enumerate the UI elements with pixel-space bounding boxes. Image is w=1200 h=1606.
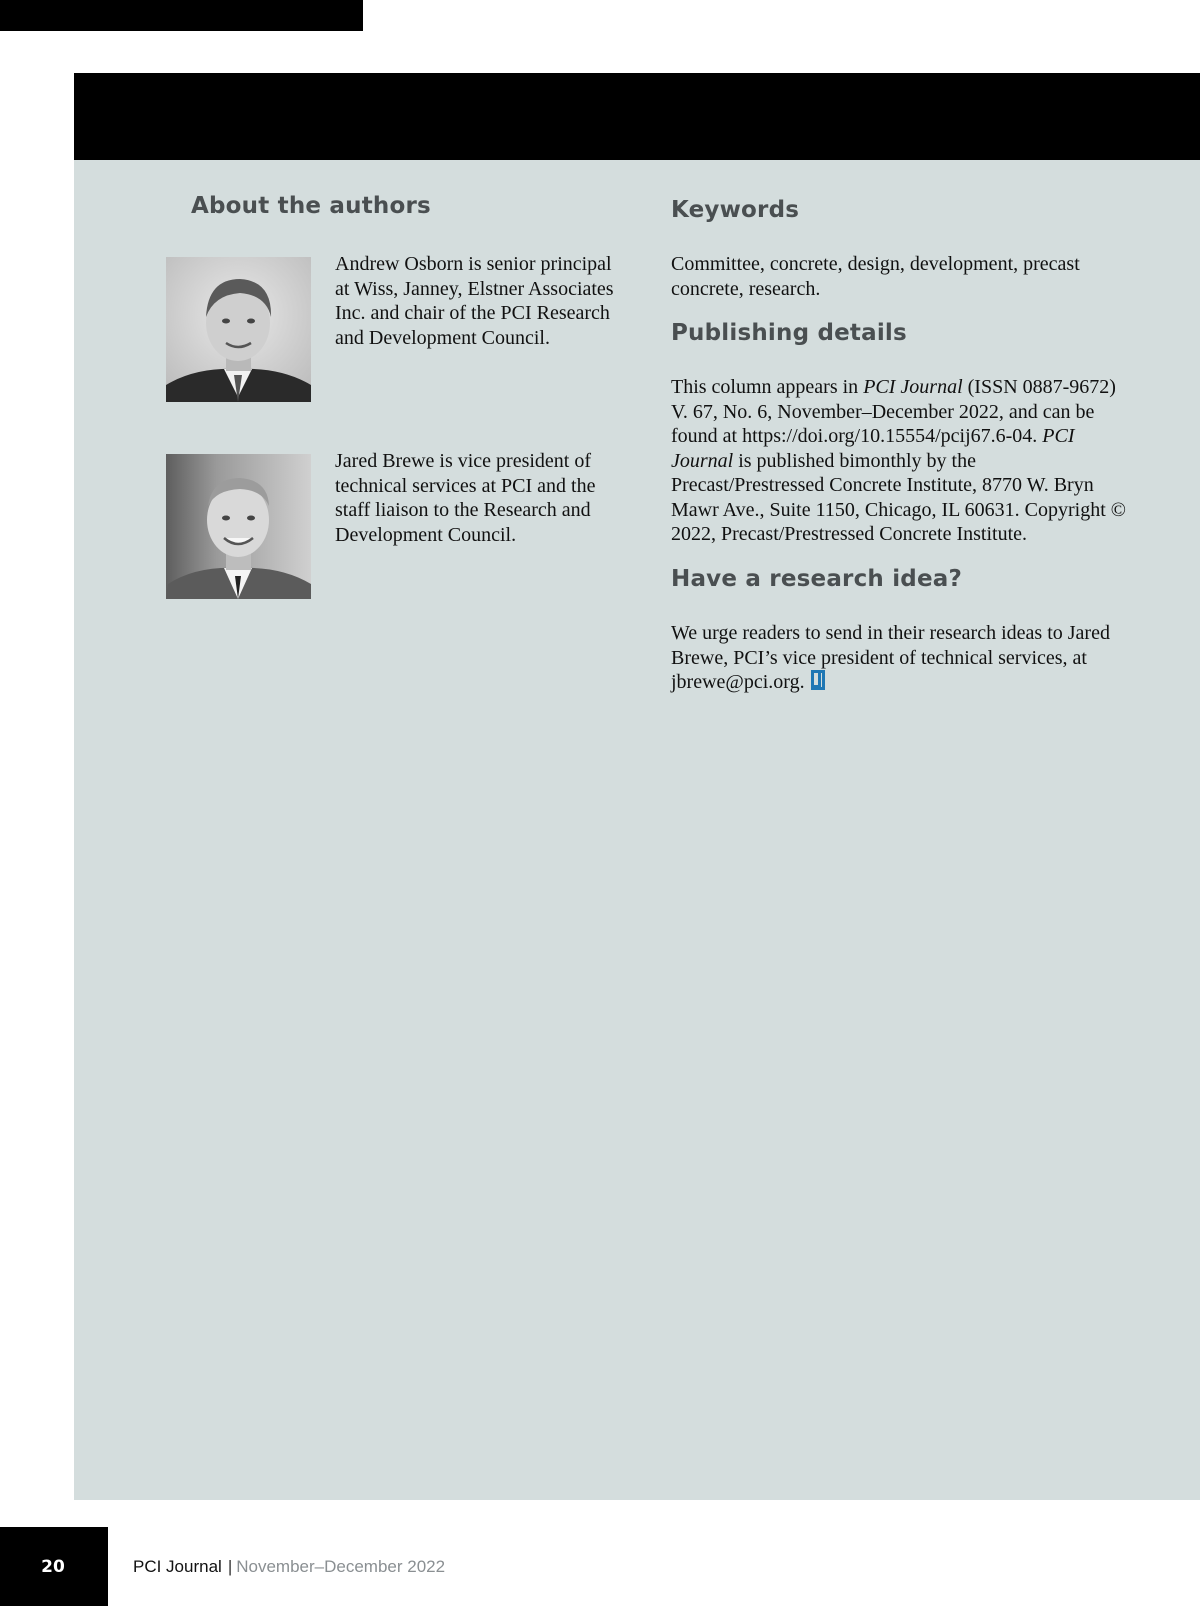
author-bio-brewe: Jared Brewe is vice president of technical services at PCI and the staff liaison to the Research and Development Council. xyxy=(335,450,596,546)
author-photo-brewe xyxy=(166,454,311,599)
research-heading: Have a research idea? xyxy=(671,566,963,592)
page-number-box xyxy=(0,1527,108,1606)
authors-heading: About the authors xyxy=(191,193,431,219)
footer-separator: | xyxy=(227,1557,233,1576)
keywords-heading: Keywords xyxy=(671,197,800,223)
top-black-bar xyxy=(0,0,363,31)
footer-issue-date: November–December 2022 xyxy=(236,1557,446,1576)
author-photo-osborn xyxy=(166,257,311,402)
journal-name: PCI Journal xyxy=(863,376,963,398)
footer-running-title xyxy=(133,1557,445,1577)
journal-name: PCI Journal xyxy=(671,425,1075,472)
journal-end-mark-icon xyxy=(811,670,825,697)
author-bio-osborn: Andrew Osborn is senior principal at Wiss, Janney, Elstner Associates Inc. and chair of the PCI Research and Development Council. xyxy=(335,253,614,349)
publishing-details-text: This column appears in PCI Journal (ISSN 0887-9672) V. 67, No. 6, November–December 2022, and can be found at https://doi.org/10.15554/pcij67.6-04. PCI Journal is published bimonthly by the Precast/Prestressed Concrete Institute, 8770 W. Bryn Mawr Ave., Suite 1150, Chicago, IL 60631. Copyright © 2022, Precast/Prestressed Concrete Institute. xyxy=(671,376,1126,545)
publishing-heading: Publishing details xyxy=(671,320,907,346)
research-text: We urge readers to send in their research ideas to Jared Brewe, PCI’s vice president of technical services, at jbrewe@pci.org. xyxy=(671,621,1131,697)
keywords-text: Committee, concrete, design, development, precast concrete, research. xyxy=(671,253,1080,300)
header-band xyxy=(74,73,1200,160)
footer-journal: PCI Journal xyxy=(133,1557,222,1576)
page-number: 20 xyxy=(41,1556,65,1577)
